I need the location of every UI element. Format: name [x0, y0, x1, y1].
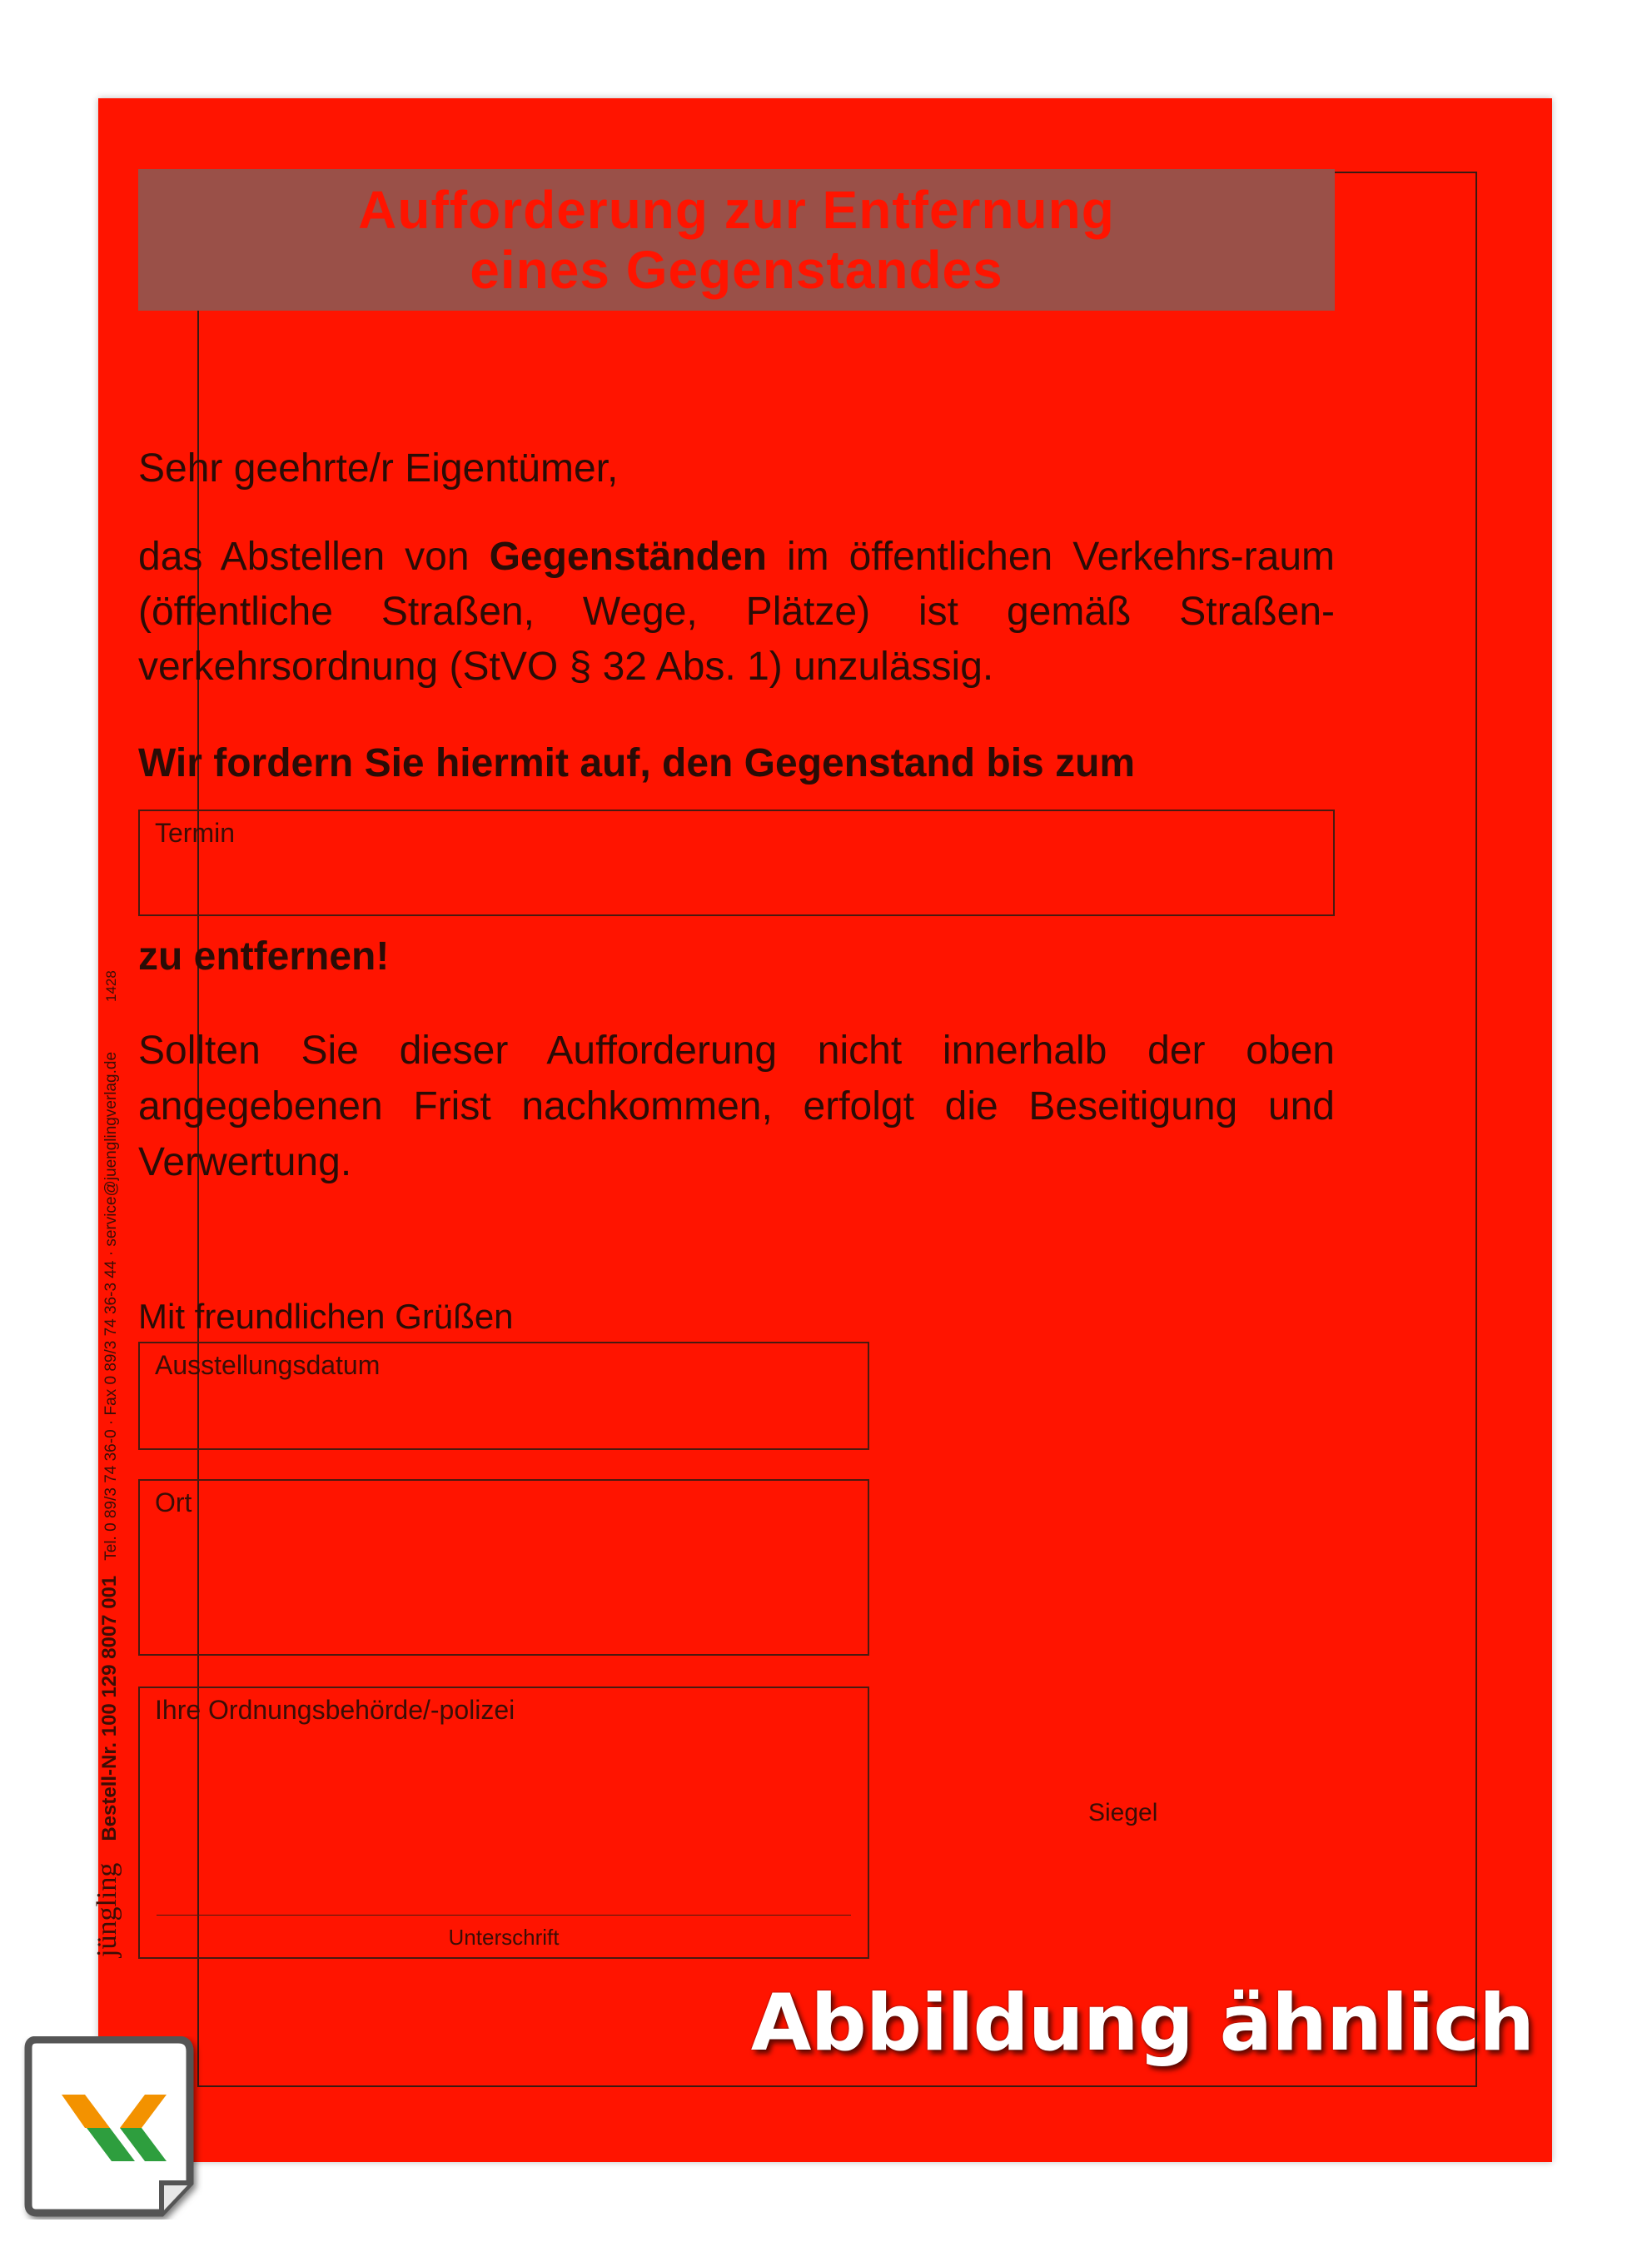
signature-line	[157, 1915, 851, 1916]
ort-label: Ort	[155, 1487, 192, 1517]
ort-field[interactable]	[138, 1479, 869, 1656]
form-code: 1428	[103, 970, 119, 1002]
signature-caption: Unterschrift	[448, 1925, 560, 1950]
ausstellungsdatum-label: Ausstellungsdatum	[155, 1350, 381, 1380]
ordnungsbehoerde-label: Ihre Ordnungsbehörde/-polizei	[155, 1695, 515, 1725]
order-number: Bestell-Nr. 100 129 8007 001	[98, 1575, 121, 1841]
salutation: Sehr geehrte/r Eigentümer,	[138, 446, 619, 491]
ordnungsbehoerde-field[interactable]	[138, 1687, 869, 1959]
termin-label: Termin	[155, 818, 236, 848]
regards: Mit freundlichen Grüßen	[138, 1297, 514, 1336]
side-imprint	[92, 970, 123, 1957]
title-box	[138, 169, 1335, 311]
siegel-label: Siegel	[1088, 1799, 1158, 1826]
demand-text: Wir fordern Sie hiermit auf, den Gegenstand bis zum	[138, 741, 1136, 785]
paragraph1-after: im öffentlichen Verkehrs-raum (öffentliche Straßen, Wege, Plätze) ist gemäß Straßen-verkehrsordnung (StVO § 32 Abs. 1) unzulässig.	[138, 535, 1335, 689]
title-line-1: Aufforderung zur Entfernung	[358, 180, 1115, 240]
ausstellungsdatum-field[interactable]	[138, 1342, 869, 1450]
paragraph-consequence: Sollten Sie dieser Aufforderung nicht innerhalb der oben angegebenen Frist nachkommen, erfolgt die Beseitigung und Verwertung.	[138, 1029, 1335, 1184]
publisher-logo-icon	[20, 2036, 203, 2220]
watermark-text: Abbildung ähnlich	[750, 1978, 1534, 2069]
publisher-brand: jüngling	[92, 1862, 122, 1957]
publisher-contact: Tel. 0 89/3 74 36-0 · Fax 0 89/3 74 36-3 44 · service@juenglingverlag.de	[102, 1051, 120, 1561]
paragraph1-bold: Gegenständen	[489, 535, 767, 579]
title-line-2: eines Gegenstandes	[470, 240, 1003, 300]
paragraph-legal-basis	[138, 530, 1335, 695]
paragraph1-before: das Abstellen von	[138, 535, 490, 579]
termin-field[interactable]	[138, 810, 1335, 916]
remove-text: zu entfernen!	[138, 934, 390, 979]
